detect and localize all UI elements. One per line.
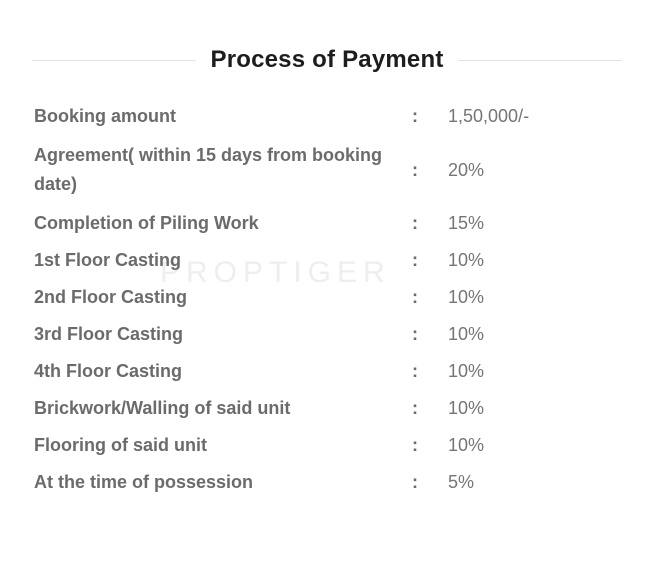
milestone-value: 10% xyxy=(448,250,485,270)
title-rule-right xyxy=(458,60,622,61)
milestone-label: At the time of possession xyxy=(34,472,254,492)
table-row xyxy=(34,316,624,353)
milestone-value: 5% xyxy=(448,472,475,492)
payment-schedule-table xyxy=(34,98,624,501)
milestone-value: 10% xyxy=(448,324,485,344)
milestone-value: 10% xyxy=(448,287,485,307)
table-row xyxy=(34,427,624,464)
separator: : xyxy=(412,472,418,492)
separator: : xyxy=(412,435,418,455)
milestone-label: 1st Floor Casting xyxy=(34,250,182,270)
table-row xyxy=(34,390,624,427)
separator: : xyxy=(412,398,418,418)
separator: : xyxy=(412,213,418,233)
page-title-row xyxy=(32,42,622,78)
milestone-value: 20% xyxy=(448,159,485,180)
milestone-label: Completion of Piling Work xyxy=(34,213,259,233)
separator: : xyxy=(412,106,418,126)
milestone-label: Flooring of said unit xyxy=(34,435,207,455)
milestone-label: 2nd Floor Casting xyxy=(34,287,187,307)
table-row xyxy=(34,279,624,316)
table-row xyxy=(34,464,624,501)
title-rule-left xyxy=(32,60,196,61)
separator: : xyxy=(412,324,418,344)
milestone-value: 15% xyxy=(448,213,485,233)
milestone-value: 10% xyxy=(448,361,485,381)
milestone-label: Booking amount xyxy=(34,106,176,126)
table-row xyxy=(34,205,624,242)
milestone-value: 10% xyxy=(448,435,485,455)
milestone-value: 10% xyxy=(448,398,485,418)
table-row xyxy=(34,353,624,390)
milestone-label: 4th Floor Casting xyxy=(34,361,182,381)
milestone-value: 1,50,000/- xyxy=(448,106,530,126)
watermark-text: PROPTIGER xyxy=(160,256,391,289)
page-title: Process of Payment xyxy=(210,46,444,73)
separator: : xyxy=(412,361,418,381)
milestone-label: Agreement( within 15 days from booking date) xyxy=(34,145,383,194)
table-row xyxy=(34,135,624,205)
milestone-label: 3rd Floor Casting xyxy=(34,324,184,344)
table-row xyxy=(34,242,624,279)
separator: : xyxy=(412,250,418,270)
table-row xyxy=(34,98,624,135)
milestone-label: Brickwork/Walling of said unit xyxy=(34,398,291,418)
separator: : xyxy=(412,287,418,307)
separator: : xyxy=(412,159,418,180)
